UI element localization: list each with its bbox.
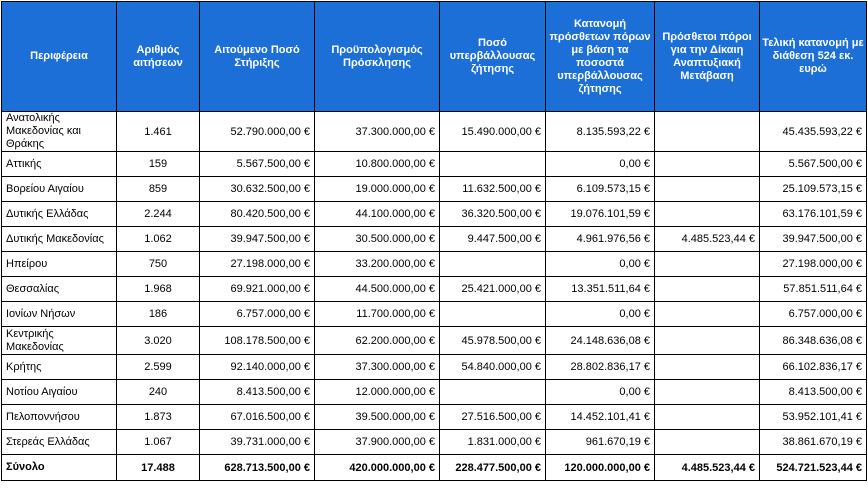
header-excess-demand: Ποσό υπερβάλλουσας ζήτησης <box>440 2 546 112</box>
table-row <box>2 355 867 380</box>
table-row <box>2 112 867 152</box>
cell-requested-amount: 67.016.500,00 € <box>200 405 315 430</box>
cell-additional-allocation: 0,00 € <box>546 302 655 327</box>
cell-final-allocation: 86.348.636,08 € <box>760 327 867 355</box>
total-additional-allocation: 120.000.000,00 € <box>546 455 655 481</box>
cell-just-transition <box>655 152 760 177</box>
cell-applications: 186 <box>117 302 200 327</box>
cell-call-budget: 44.100.000,00 € <box>315 202 440 227</box>
table-row <box>2 252 867 277</box>
cell-final-allocation: 38.861.670,19 € <box>760 430 867 455</box>
cell-just-transition <box>655 380 760 405</box>
cell-call-budget: 30.500.000,00 € <box>315 227 440 252</box>
cell-requested-amount: 5.567.500,00 € <box>200 152 315 177</box>
cell-additional-allocation: 28.802.836,17 € <box>546 355 655 380</box>
header-region: Περιφέρεια <box>2 2 117 112</box>
cell-excess-demand: 45.978.500,00 € <box>440 327 546 355</box>
cell-excess-demand: 27.516.500,00 € <box>440 405 546 430</box>
table-row <box>2 152 867 177</box>
cell-just-transition: 4.485.523,44 € <box>655 227 760 252</box>
cell-final-allocation: 57.851.511,64 € <box>760 277 867 302</box>
cell-call-budget: 10.800.000,00 € <box>315 152 440 177</box>
cell-region: Αττικής <box>2 152 117 177</box>
table-row <box>2 302 867 327</box>
total-region: Σύνολο <box>2 455 117 481</box>
cell-region: Νοτίου Αιγαίου <box>2 380 117 405</box>
cell-excess-demand: 54.840.000,00 € <box>440 355 546 380</box>
cell-additional-allocation: 961.670,19 € <box>546 430 655 455</box>
cell-excess-demand: 9.447.500,00 € <box>440 227 546 252</box>
cell-final-allocation: 53.952.101,41 € <box>760 405 867 430</box>
allocation-table <box>1 1 867 481</box>
cell-call-budget: 11.700.000,00 € <box>315 302 440 327</box>
total-final-allocation: 524.721.523,44 € <box>760 455 867 481</box>
cell-just-transition <box>655 302 760 327</box>
cell-just-transition <box>655 405 760 430</box>
cell-excess-demand <box>440 152 546 177</box>
cell-requested-amount: 27.198.000,00 € <box>200 252 315 277</box>
cell-just-transition <box>655 112 760 152</box>
cell-region: Πελοποννήσου <box>2 405 117 430</box>
cell-region: Ανατολικής Μακεδονίας και Θράκης <box>2 112 117 152</box>
cell-requested-amount: 8.413.500,00 € <box>200 380 315 405</box>
table-row <box>2 405 867 430</box>
cell-just-transition <box>655 202 760 227</box>
cell-applications: 1.873 <box>117 405 200 430</box>
total-just-transition: 4.485.523,44 € <box>655 455 760 481</box>
header-requested-amount: Αιτούμενο Ποσό Στήριξης <box>200 2 315 112</box>
cell-region: Ηπείρου <box>2 252 117 277</box>
cell-call-budget: 44.500.000,00 € <box>315 277 440 302</box>
cell-call-budget: 33.200.000,00 € <box>315 252 440 277</box>
cell-final-allocation: 5.567.500,00 € <box>760 152 867 177</box>
cell-requested-amount: 69.921.000,00 € <box>200 277 315 302</box>
cell-region: Κρήτης <box>2 355 117 380</box>
cell-applications: 240 <box>117 380 200 405</box>
cell-just-transition <box>655 277 760 302</box>
cell-additional-allocation: 13.351.511,64 € <box>546 277 655 302</box>
cell-excess-demand <box>440 380 546 405</box>
header-final-allocation: Τελική κατανομή με διάθεση 524 εκ. ευρώ <box>760 2 867 112</box>
cell-final-allocation: 39.947.500,00 € <box>760 227 867 252</box>
cell-applications: 1.067 <box>117 430 200 455</box>
cell-requested-amount: 39.947.500,00 € <box>200 227 315 252</box>
cell-region: Στερεάς Ελλάδας <box>2 430 117 455</box>
cell-requested-amount: 92.140.000,00 € <box>200 355 315 380</box>
header-call-budget: Προϋπολογισμός Πρόσκλησης <box>315 2 440 112</box>
cell-call-budget: 19.000.000,00 € <box>315 177 440 202</box>
total-row <box>2 455 867 481</box>
cell-applications: 3.020 <box>117 327 200 355</box>
cell-additional-allocation: 24.148.636,08 € <box>546 327 655 355</box>
cell-region: Βορείου Αιγαίου <box>2 177 117 202</box>
cell-call-budget: 37.300.000,00 € <box>315 355 440 380</box>
cell-excess-demand: 25.421.000,00 € <box>440 277 546 302</box>
header-just-transition: Πρόσθετοι πόροι για την Δίκαιη Αναπτυξιακή Μετάβαση <box>655 2 760 112</box>
cell-excess-demand: 36.320.500,00 € <box>440 202 546 227</box>
cell-requested-amount: 108.178.500,00 € <box>200 327 315 355</box>
cell-requested-amount: 39.731.000,00 € <box>200 430 315 455</box>
cell-additional-allocation: 0,00 € <box>546 380 655 405</box>
total-applications: 17.488 <box>117 455 200 481</box>
cell-just-transition <box>655 252 760 277</box>
cell-applications: 2.599 <box>117 355 200 380</box>
cell-additional-allocation: 14.452.101,41 € <box>546 405 655 430</box>
cell-applications: 859 <box>117 177 200 202</box>
header-row <box>2 2 867 112</box>
cell-region: Ιονίων Νήσων <box>2 302 117 327</box>
cell-call-budget: 12.000.000,00 € <box>315 380 440 405</box>
cell-additional-allocation: 19.076.101,59 € <box>546 202 655 227</box>
cell-call-budget: 39.500.000,00 € <box>315 405 440 430</box>
cell-applications: 2.244 <box>117 202 200 227</box>
cell-excess-demand: 11.632.500,00 € <box>440 177 546 202</box>
cell-applications: 1.968 <box>117 277 200 302</box>
cell-final-allocation: 66.102.836,17 € <box>760 355 867 380</box>
cell-just-transition <box>655 177 760 202</box>
header-applications: Αριθμός αιτήσεων <box>117 2 200 112</box>
table-row <box>2 430 867 455</box>
cell-region: Δυτικής Μακεδονίας <box>2 227 117 252</box>
cell-just-transition <box>655 430 760 455</box>
total-call-budget: 420.000.000,00 € <box>315 455 440 481</box>
table-row <box>2 277 867 302</box>
cell-requested-amount: 6.757.000,00 € <box>200 302 315 327</box>
cell-region: Κεντρικής Μακεδονίας <box>2 327 117 355</box>
cell-applications: 1.062 <box>117 227 200 252</box>
table-row <box>2 227 867 252</box>
cell-call-budget: 37.900.000,00 € <box>315 430 440 455</box>
cell-final-allocation: 63.176.101,59 € <box>760 202 867 227</box>
cell-final-allocation: 6.757.000,00 € <box>760 302 867 327</box>
cell-excess-demand <box>440 252 546 277</box>
cell-applications: 1.461 <box>117 112 200 152</box>
cell-final-allocation: 25.109.573,15 € <box>760 177 867 202</box>
total-requested-amount: 628.713.500,00 € <box>200 455 315 481</box>
cell-requested-amount: 30.632.500,00 € <box>200 177 315 202</box>
cell-excess-demand: 15.490.000,00 € <box>440 112 546 152</box>
cell-applications: 750 <box>117 252 200 277</box>
total-excess-demand: 228.477.500,00 € <box>440 455 546 481</box>
cell-just-transition <box>655 327 760 355</box>
cell-final-allocation: 45.435.593,22 € <box>760 112 867 152</box>
cell-additional-allocation: 0,00 € <box>546 152 655 177</box>
table-row <box>2 380 867 405</box>
header-additional-allocation: Κατανομή πρόσθετων πόρων με βάση τα ποσοστά υπερβάλλουσας ζήτησης <box>546 2 655 112</box>
cell-excess-demand: 1.831.000,00 € <box>440 430 546 455</box>
cell-final-allocation: 27.198.000,00 € <box>760 252 867 277</box>
cell-additional-allocation: 0,00 € <box>546 252 655 277</box>
cell-additional-allocation: 6.109.573,15 € <box>546 177 655 202</box>
cell-call-budget: 37.300.000,00 € <box>315 112 440 152</box>
cell-call-budget: 62.200.000,00 € <box>315 327 440 355</box>
cell-requested-amount: 80.420.500,00 € <box>200 202 315 227</box>
table-row <box>2 177 867 202</box>
table-row <box>2 202 867 227</box>
cell-just-transition <box>655 355 760 380</box>
cell-requested-amount: 52.790.000,00 € <box>200 112 315 152</box>
table-row <box>2 327 867 355</box>
cell-applications: 159 <box>117 152 200 177</box>
cell-additional-allocation: 4.961.976,56 € <box>546 227 655 252</box>
cell-additional-allocation: 8.135.593,22 € <box>546 112 655 152</box>
cell-region: Θεσσαλίας <box>2 277 117 302</box>
cell-region: Δυτικής Ελλάδας <box>2 202 117 227</box>
cell-excess-demand <box>440 302 546 327</box>
cell-final-allocation: 8.413.500,00 € <box>760 380 867 405</box>
